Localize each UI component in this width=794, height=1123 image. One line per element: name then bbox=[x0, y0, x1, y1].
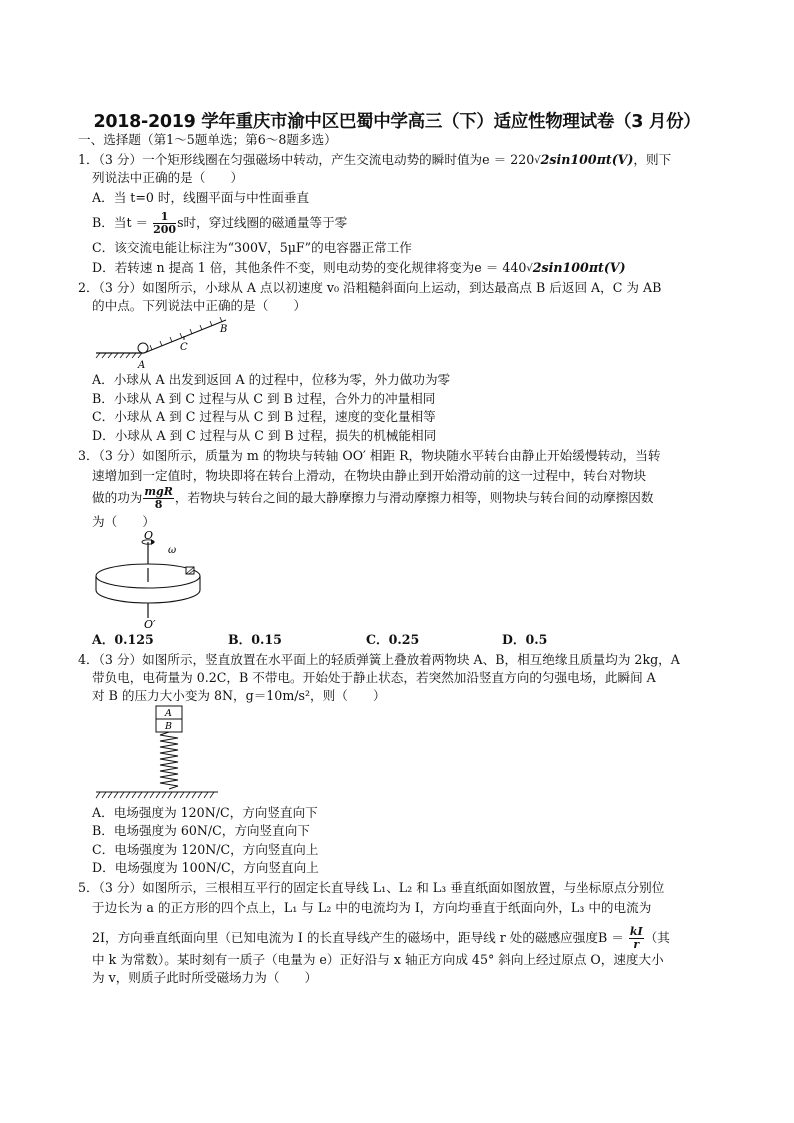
q2-label-c: C bbox=[180, 342, 188, 353]
q1-option-b: B．当t ＝ $\frac{1}{200}$ s时，穿过线圈的磁通量等于零 bbox=[92, 210, 348, 236]
q5-stem-line-4: 中 k 为常数）。某时刻有一质子（电量为 e）正好沿与 x 轴正方向成 45° 斜向上经过原点 O，速度大小 bbox=[92, 952, 664, 967]
q1-stem-line-2: 列说法中正确的是（ ） bbox=[92, 170, 244, 185]
section-heading: 一、选择题（第1～5题单选；第6～8题多选） bbox=[78, 132, 337, 147]
q4-option-d: D．电场强度为 100N/C，方向竖直向上 bbox=[92, 860, 319, 875]
q4-stem-line-1: 4．（3 分）如图所示，竖直放置在水平面上的轻质弹簧上叠放着两物块 A、B，相互绝缘且质量均为 2kg，A bbox=[78, 652, 680, 667]
q3-option-b: B．0.15 bbox=[228, 632, 282, 647]
q1-option-c: C．该交流电能让标注为“300V，5μF”的电容器正常工作 bbox=[92, 240, 412, 255]
q1-fraction: $\frac{1}{200}$ bbox=[153, 210, 177, 236]
q3-turntable-figure bbox=[92, 528, 222, 632]
q1-option-a: A．当 t=0 时，线圈平面与中性面垂直 bbox=[92, 190, 310, 205]
q5-stem-line-1: 5．（3 分）如图所示，三根相互平行的固定长直导线 L₁、L₂ 和 L₃ 垂直纸面如图放置，与坐标原点分别位 bbox=[78, 880, 665, 895]
q4-option-b: B．电场强度为 60N/C，方向竖直向下 bbox=[92, 823, 310, 838]
exam-title: 2018-2019 学年重庆市渝中区巴蜀中学高三（下）适应性物理试卷（3 月份） bbox=[93, 112, 701, 132]
q3-stem-line-4: 为（ ） bbox=[92, 514, 155, 529]
q3-option-a: A．0.125 bbox=[92, 632, 154, 647]
q2-label-a: A bbox=[138, 360, 146, 371]
q2-option-c: C．小球从 A 到 C 过程与从 C 到 B 过程，速度的变化量相等 bbox=[92, 409, 436, 424]
q1-option-d: D．若转速 n 提高 1 倍，其他条件不变，则电动势的变化规律将变为e ＝ 440√2sin100πt(V) bbox=[92, 260, 626, 275]
q1-stem-tail: ，则下 bbox=[633, 152, 672, 167]
q2-stem-line-2: 的中点。下列说法中正确的是（ ） bbox=[92, 298, 307, 313]
q5-stem-line-2: 于边长为 a 的正方形的四个点上，L₁ 与 L₂ 中的电流均为 I，方向均垂直于纸面向外，L₃ 中的电流为 bbox=[92, 900, 652, 915]
q3-label-omega: ω bbox=[168, 545, 177, 556]
q3-stem-line-3: 做的功为 $\frac{\text{mgR}}{8}$ ，若物块与转台之间的最大静摩擦力与滑动摩擦力相等，则物块与转台间的动摩擦因数 bbox=[92, 485, 654, 511]
q5-fraction: $\frac{kI}{r}$ bbox=[629, 925, 643, 951]
q4-stem-line-2: 带负电，电荷量为 0.2C，B 不带电。开始处于静止状态，若突然加沿竖直方向的匀强电场，此瞬间 A bbox=[92, 670, 656, 685]
q4-option-c: C．电场强度为 120N/C，方向竖直向上 bbox=[92, 842, 319, 857]
q4-stem-line-3: 对 B 的压力大小变为 8N，g＝10m/s²，则（ ） bbox=[92, 688, 386, 703]
q1-stem-text: 1．（3 分）一个矩形线圈在匀强磁场中转动，产生交流电动势的瞬时值为e ＝ 220 bbox=[78, 152, 535, 167]
q4-spring-figure bbox=[92, 702, 222, 802]
q1-stem-line-1: 1．（3 分）一个矩形线圈在匀强磁场中转动，产生交流电动势的瞬时值为e ＝ 220√2sin100πt(V)，则下 bbox=[78, 152, 672, 167]
q3-stem-line-2: 速增加到一定值时，物块即将在转台上滑动，在物块由静止到开始滑动前的这一过程中，转台对物块 bbox=[92, 468, 647, 483]
q1-formula: 2sin100πt(V) bbox=[540, 152, 634, 167]
q4-label-b: B bbox=[165, 721, 172, 732]
q3-fraction: $\frac{\text{mgR}}{8}$ bbox=[144, 485, 173, 511]
q2-incline-figure bbox=[92, 312, 242, 372]
q2-option-b: B．小球从 A 到 C 过程与从 C 到 B 过程，合外力的冲量相同 bbox=[92, 391, 436, 406]
q2-label-b: B bbox=[220, 324, 228, 335]
q3-option-d: D．0.5 bbox=[502, 632, 548, 647]
q3-stem-line-1: 3．（3 分）如图所示，质量为 m 的物块与转轴 OO′ 相距 R，物块随水平转台由静止开始缓慢转动，当转 bbox=[78, 448, 661, 463]
q3-option-c: C．0.25 bbox=[366, 632, 420, 647]
q4-option-a: A．电场强度为 120N/C，方向竖直向下 bbox=[92, 805, 318, 820]
q5-stem-line-5: 为 v，则质子此时所受磁场力为（ ） bbox=[92, 970, 318, 985]
q4-label-a: A bbox=[165, 708, 172, 719]
q3-label-o: O bbox=[144, 529, 154, 542]
q5-stem-line-3: 2I，方向垂直纸面向里（已知电流为 I 的长直导线产生的磁场中，距导线 r 处的磁感应强度B ＝ $\frac{kI}{r}$ （其 bbox=[92, 925, 670, 951]
q2-option-d: D．小球从 A 到 C 过程与从 C 到 B 过程，损失的机械能相同 bbox=[92, 428, 437, 443]
q3-label-o-prime: O′ bbox=[144, 618, 156, 631]
q2-option-a: A．小球从 A 出发到返回 A 的过程中，位移为零，外力做功为零 bbox=[92, 372, 451, 387]
q2-stem-line-1: 2．（3 分）如图所示，小球从 A 点以初速度 v₀ 沿粗糙斜面向上运动，到达最高点 B 后返回 A，C 为 AB bbox=[78, 280, 662, 295]
